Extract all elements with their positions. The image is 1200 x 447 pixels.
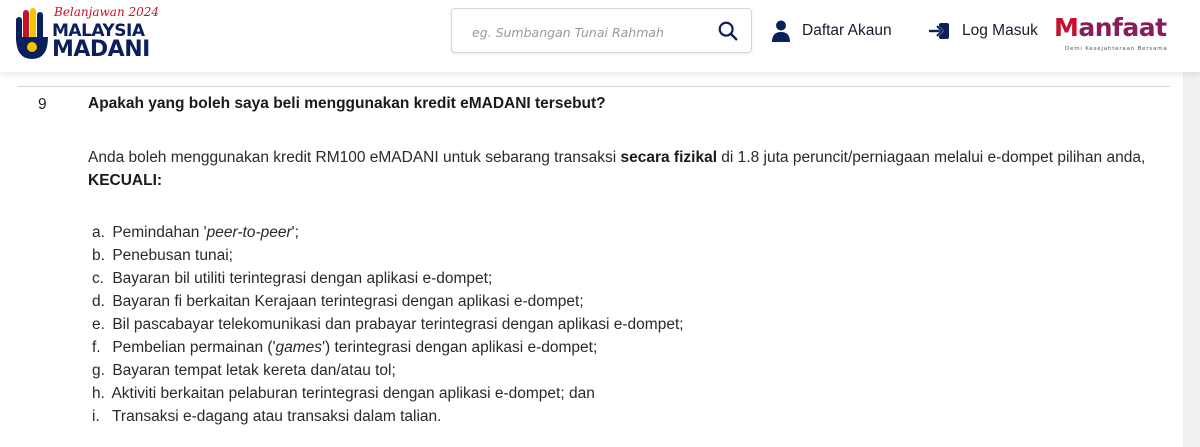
malaysia-madani-logo[interactable]: [14, 4, 164, 62]
manfaat-wordmark-rest: anfaat: [1078, 13, 1167, 42]
register-link[interactable]: [772, 19, 892, 43]
manfaat-wordmark: [1054, 13, 1167, 42]
search-input[interactable]: [470, 21, 694, 43]
search-icon[interactable]: [717, 20, 739, 42]
list-item: [92, 359, 1152, 382]
list-text: Aktiviti berkaitan pelaburan terintegrasi dengan aplikasi e-dompet; dan: [111, 385, 595, 402]
search-box: [451, 8, 752, 53]
list-marker: h.: [92, 385, 105, 402]
user-icon: [772, 20, 790, 42]
login-link[interactable]: [929, 19, 1038, 43]
list-italic: peer-to-peer: [206, 224, 292, 241]
list-italic: games: [275, 339, 323, 356]
logo-wordmark-line2: MADANI: [52, 37, 150, 62]
list-text-after: ';: [291, 224, 299, 241]
answer-text-1: Anda boleh menggunakan kredit RM100 eMADANI untuk sebarang transaksi: [88, 149, 621, 166]
list-marker: i.: [92, 408, 100, 425]
faq-question: Apakah yang boleh saya beli menggunakan kredit eMADANI tersebut?: [88, 95, 606, 112]
list-marker: g.: [92, 362, 105, 379]
list-marker: d.: [92, 293, 105, 310]
answer-text-2: di 1.8 juta peruncit/perniagaan melalui e-dompet pilihan anda,: [717, 149, 1146, 166]
register-label: Daftar Akaun: [802, 22, 892, 39]
list-text: Bayaran tempat letak kereta dan/atau tol;: [112, 362, 396, 379]
list-text: Pembelian permainan (': [112, 339, 276, 356]
exception-list: [92, 221, 1152, 428]
list-item: [92, 221, 1152, 244]
list-item: [92, 336, 1152, 359]
login-label: Log Masuk: [962, 22, 1038, 39]
manfaat-logo[interactable]: [1054, 13, 1169, 63]
list-text: Bayaran fi berkaitan Kerajaan terintegrasi dengan aplikasi e-dompet;: [112, 293, 584, 310]
list-item: [92, 405, 1152, 428]
list-marker: a.: [92, 224, 105, 241]
list-marker: e.: [92, 316, 105, 333]
answer-exception: KECUALI:: [88, 172, 163, 189]
list-text: Penebusan tunai;: [112, 247, 233, 264]
faq-divider: [18, 86, 1170, 87]
list-text: Bayaran bil utiliti terintegrasi dengan aplikasi e-dompet;: [112, 270, 493, 287]
list-marker: f.: [92, 339, 101, 356]
list-item: [92, 290, 1152, 313]
logo-wordmark-line1: MALAYSIA: [52, 21, 145, 41]
sign-in-icon: [929, 22, 950, 40]
answer-emphasis: secara fizikal: [620, 149, 717, 166]
list-marker: b.: [92, 247, 105, 264]
list-text: Bil pascabayar telekomunikasi dan prabayar terintegrasi dengan aplikasi e-dompet;: [112, 316, 684, 333]
list-text: Transaksi e-dagang atau transaksi dalam talian.: [112, 408, 442, 425]
list-marker: c.: [92, 270, 105, 287]
list-item: [92, 267, 1152, 290]
list-item: [92, 382, 1152, 405]
manfaat-subtitle: Demi Kesejahteraan Bersama: [1065, 46, 1168, 52]
list-item: [92, 244, 1152, 267]
list-text: Pemindahan ': [112, 224, 207, 241]
site-header: [0, 0, 1200, 72]
budget-tagline: Belanjawan 2024: [54, 5, 160, 19]
list-item: [92, 313, 1152, 336]
list-text-after: ') terintegrasi dengan aplikasi e-dompet;: [322, 339, 598, 356]
faq-answer: [88, 146, 1168, 192]
faq-number: 9: [38, 96, 47, 113]
manfaat-wordmark-initial: M: [1054, 13, 1079, 42]
madani-hand-icon: [14, 7, 50, 61]
